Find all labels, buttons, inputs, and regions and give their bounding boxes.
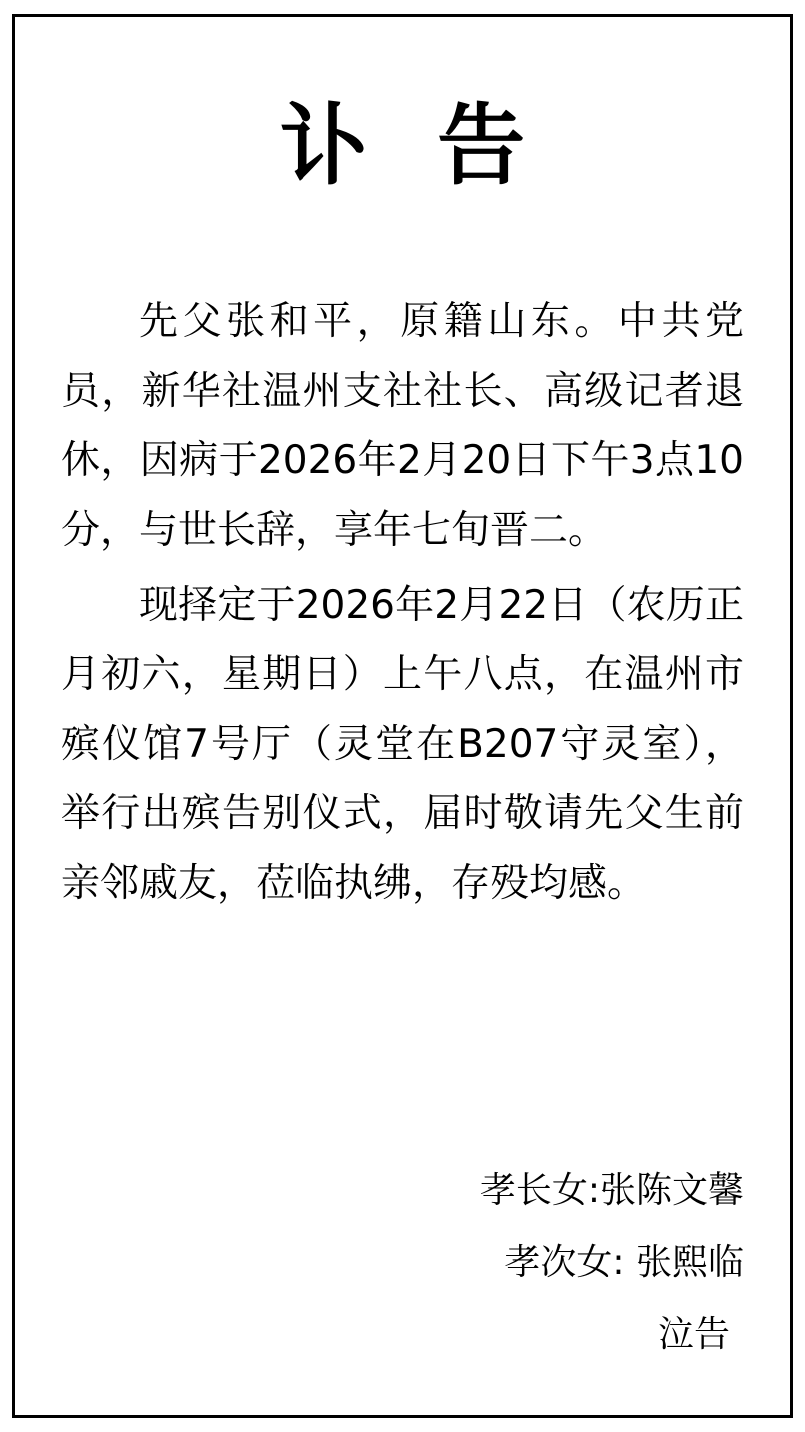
obituary-paragraph: 现择定于2026年2月22日（农历正月初六，星期日）上午八点，在温州市殡仪馆7号厅（灵堂在B207守灵室），举行出殡告别仪式，届时敬请先父生前亲邻戚友，莅临执绋，存殁均感。: [61, 583, 744, 906]
signature-line: 孝长女:张陈文馨: [479, 1170, 744, 1211]
obituary-paragraph: 先父张和平，原籍山东。中共党员，新华社温州支社社长、高级记者退休，因病于2026年2月20日下午3点10分，与世长辞，享年七旬晋二。: [61, 299, 744, 553]
signature-block: [480, 1155, 744, 1371]
obituary-frame: [12, 14, 793, 1418]
obituary-body: [61, 287, 744, 918]
signature-closing: 泣告: [657, 1314, 730, 1355]
page-title: 讣 告: [279, 93, 545, 197]
signature-line: 孝次女: 张熙临: [504, 1242, 744, 1283]
